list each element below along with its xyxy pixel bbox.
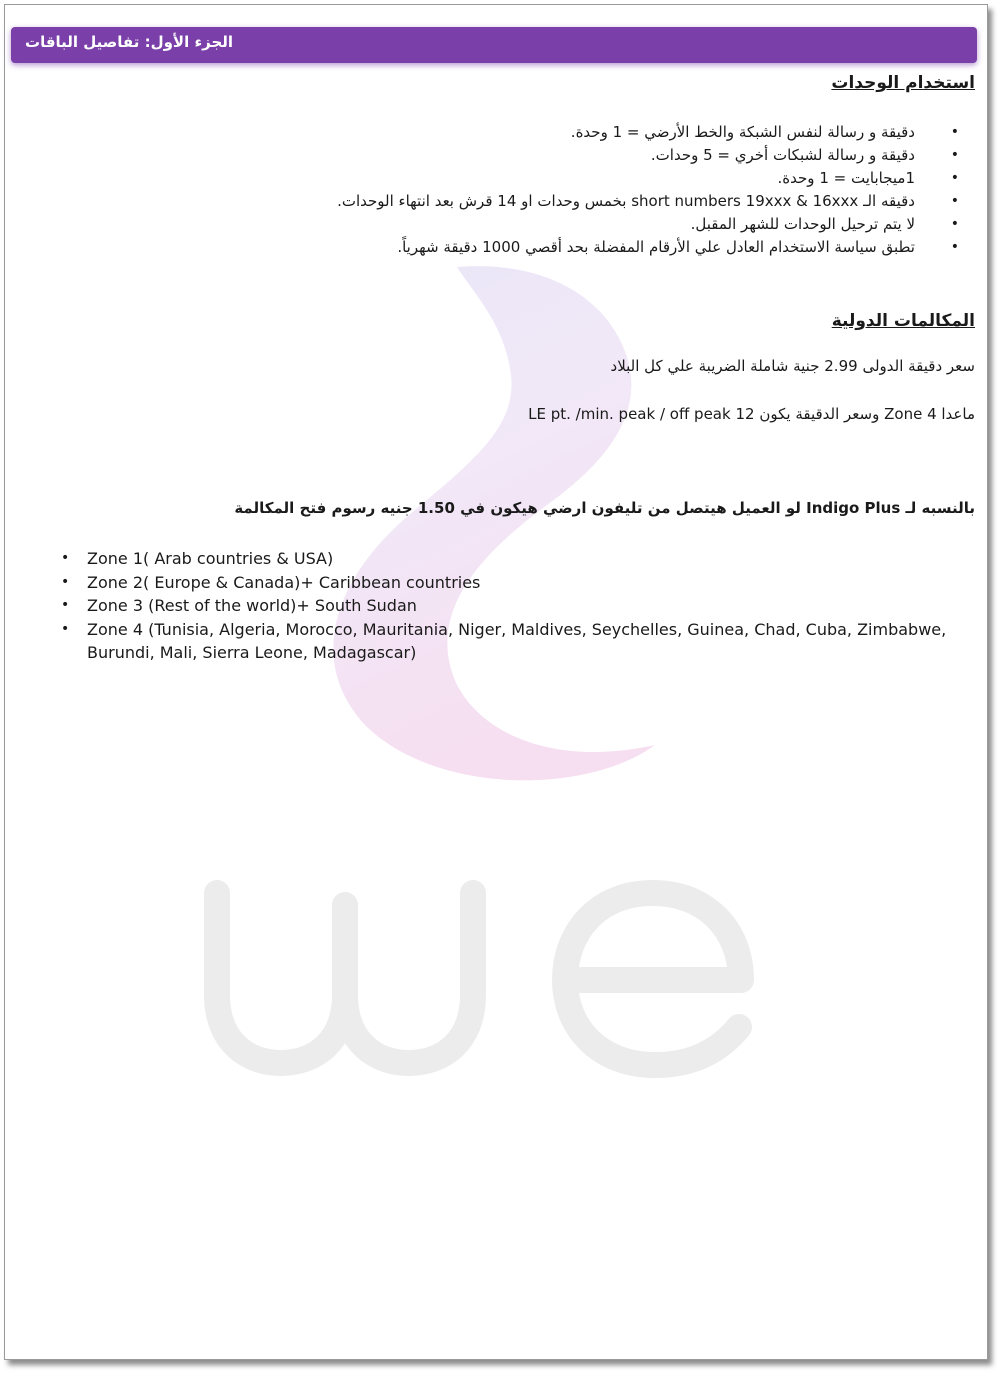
- list-item: • دقيقة و رسالة لشبكات أخري = 5 وحدات.: [337, 144, 915, 167]
- list-item: • لا يتم ترحيل الوحدات للشهر المقبل.: [337, 213, 915, 236]
- document-content: [5, 5, 987, 1359]
- list-item: • Zone 3 (Rest of the world)+ South Sudan: [61, 594, 961, 618]
- zone4-rate-line: ماعدا Zone 4 وسعر الدقيقة يكون 12 LE pt. /min. peak / off peak: [528, 405, 975, 423]
- units-heading: استخدام الوحدات: [831, 73, 975, 93]
- banner-title: الجزء الأول: تفاصيل الباقات: [25, 33, 234, 51]
- list-item: • تطبق سياسة الاستخدام العادل علي الأرقام المفضلة بحد أقصي 1000 دقيقة شهرياً.: [337, 236, 915, 259]
- list-item: • 1ميجابايت = 1 وحدة.: [337, 167, 915, 190]
- list-item: • دقيقة و رسالة لنفس الشبكة والخط الأرضي = 1 وحدة.: [337, 121, 915, 144]
- zones-list: [61, 547, 961, 665]
- list-item: • دقيقه الـ short numbers 19xxx & 16xxx بخمس وحدات او 14 قرش بعد انتهاء الوحدات.: [337, 190, 915, 213]
- list-item: • Zone 1( Arab countries & USA): [61, 547, 961, 571]
- international-rate-line: سعر دقيقة الدولى 2.99 جنية شاملة الضريبة علي كل البلاد: [610, 357, 975, 375]
- document-page: [4, 4, 988, 1360]
- units-list: [337, 121, 915, 259]
- list-item: • Zone 2( Europe & Canada)+ Caribbean countries: [61, 571, 961, 595]
- indigo-plus-line: بالنسبه لـ Indigo Plus لو العميل هيتصل من تليفون ارضي هيكون في 1.50 جنيه رسوم فتح المكالمة: [234, 499, 975, 517]
- list-item: • Zone 4 (Tunisia, Algeria, Morocco, Mauritania, Niger, Maldives, Seychelles, Guinea, Chad, Cuba, Zimbabwe, Burundi, Mali, Sierra Leone, Madagascar): [61, 618, 961, 665]
- international-heading: المكالمات الدولية: [831, 311, 975, 331]
